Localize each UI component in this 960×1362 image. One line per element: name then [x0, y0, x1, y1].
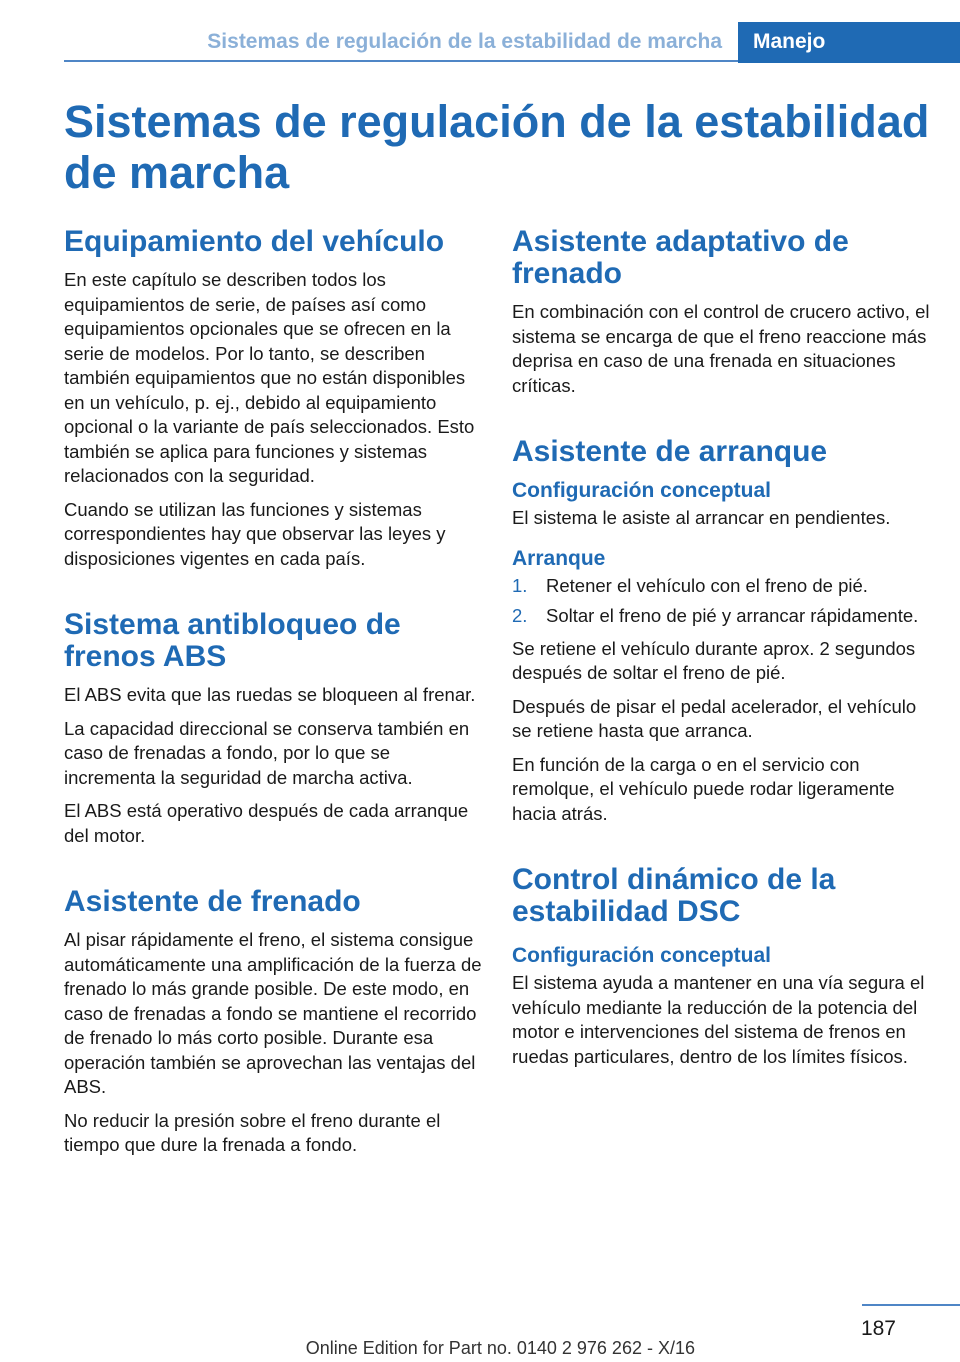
step-text: Retener el vehículo con el freno de pié.: [546, 574, 868, 596]
heading-asistente-arranque: Asistente de arranque: [512, 435, 828, 468]
header-section-title: Sistemas de regulación de la estabilidad de marcha: [207, 30, 722, 53]
section-asistente-adaptativo: [512, 226, 930, 398]
paragraph: Después de pisar el pedal acelerador, el vehículo se retiene hasta que arranca.: [512, 695, 917, 741]
paragraph: La capacidad direccional se conserva también en caso de frenadas a fondo, por lo que se incrementa la seguridad de marcha activa.: [64, 717, 470, 788]
left-column: [64, 226, 482, 1167]
paragraph: El sistema ayuda a mantener en una vía segura el vehículo mediante la reducción de la potencia del motor e intervenciones del sistema de frenos en ruedas particulares, dentro de los límites físicos.: [512, 972, 925, 1067]
paragraph: Al pisar rápidamente el freno, el sistema consigue automáticamente una amplificación de la fuerza de frenado lo más grande posible. De este modo, en caso de frenadas a fondo se mantiene el recorrido de frenado lo más corto posible. Durante esa operación también se aprovechan las ventajas del ABS.: [64, 929, 482, 1097]
heading-abs: Sistema antibloqueo de frenos ABS: [64, 608, 401, 673]
paragraph: En función de la carga o en el servicio con remolque, el vehículo puede rodar ligeramente hacia atrás.: [512, 753, 895, 824]
paragraph: No reducir la presión sobre el freno durante el tiempo que dure la frenada a fondo.: [64, 1109, 441, 1155]
paragraph: En combinación con el control de crucero activo, el sistema se encarga de que el freno reaccione más deprisa en caso de una frenada en situaciones críticas.: [512, 301, 930, 396]
heading-asistente-adaptativo: Asistente adaptativo de frenado: [512, 225, 849, 290]
heading-equipamiento: Equipamiento del vehículo: [64, 225, 445, 258]
paragraph: Cuando se utilizan las funciones y sistemas correspondientes hay que observar las leyes y disposiciones vigentes en cada país.: [64, 498, 446, 569]
paragraph: El ABS está operativo después de cada arranque del motor.: [64, 800, 469, 846]
page-number: 187: [860, 1317, 896, 1340]
step-text: Soltar el freno de pié y arrancar rápidamente.: [546, 605, 919, 626]
heading-dsc: Control dinámico de la estabilidad DSC: [512, 863, 836, 928]
right-column: [512, 226, 930, 1078]
section-asistente-frenado: [64, 886, 482, 1158]
list-item: [512, 604, 930, 629]
section-dsc: [512, 864, 930, 1069]
section-equipamiento: [64, 226, 482, 571]
steps-list: [512, 574, 930, 629]
page-title: Sistemas de regulación de la estabilidad de marcha: [64, 96, 930, 198]
paragraph: En este capítulo se describen todos los equipamientos de serie, de países así como equipamientos opcionales que se ofrecen en la serie de modelos. Por lo tanto, se describen también equipamientos que no están disponibles en un vehículo, p. ej., debido al equipamiento opcional o la variante de país seleccionados. Esto también se aplica para funciones y sistemas relacionados con la seguridad.: [64, 269, 475, 486]
footer-edition: Online Edition for Part no. 0140 2 976 262 - X/16: [305, 1338, 695, 1358]
paragraph: El sistema le asiste al arrancar en pendientes.: [512, 507, 891, 528]
header-chapter-tab: [738, 22, 960, 63]
section-asistente-arranque: [512, 436, 930, 826]
heading-asistente-frenado: Asistente de frenado: [64, 885, 361, 918]
footer-rule: [862, 1304, 960, 1306]
subheading-configuracion: Configuración conceptual: [512, 479, 772, 502]
header-chapter-label: Manejo: [753, 30, 826, 53]
paragraph: El ABS evita que las ruedas se bloqueen al frenar.: [64, 684, 476, 705]
subheading-arranque: Arranque: [512, 546, 606, 570]
step-number: 2.: [512, 605, 528, 626]
list-item: [512, 574, 930, 599]
paragraph: Se retiene el vehículo durante aprox. 2 segundos después de soltar el freno de pié.: [512, 637, 916, 683]
section-abs: [64, 609, 482, 848]
subheading-configuracion: Configuración conceptual: [512, 944, 772, 967]
header-rule: [64, 60, 738, 62]
step-number: 1.: [512, 574, 528, 596]
